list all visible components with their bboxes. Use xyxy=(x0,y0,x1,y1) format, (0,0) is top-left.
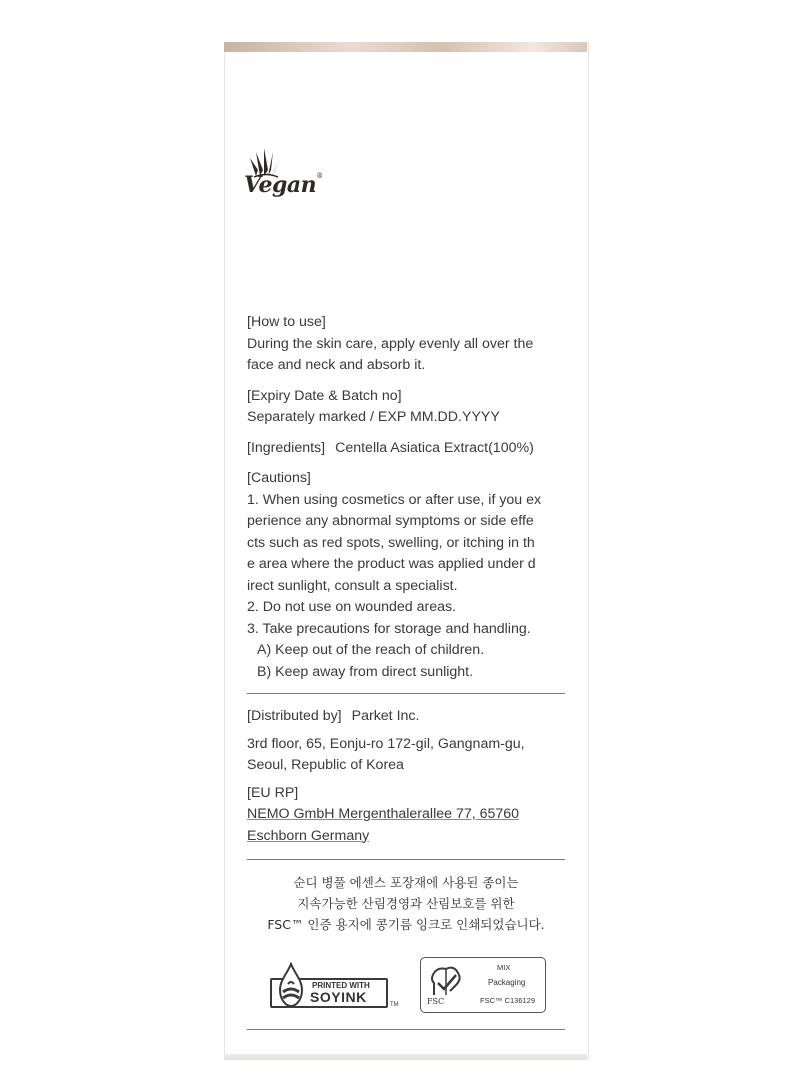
product-info xyxy=(247,312,577,872)
how-to-use-line-2: face and neck and absorb it. xyxy=(247,357,426,373)
korean-notice-line: 지속가능한 산림경영과 산림보호를 위한 xyxy=(297,896,515,911)
korean-notice-line: 순디 병풀 에센스 포장재에 사용된 종이는 xyxy=(293,875,519,890)
expiry-value: Separately marked / EXP MM.DD.YYYY xyxy=(247,409,500,425)
ingredients-row xyxy=(247,438,577,460)
vegan-logo xyxy=(244,148,334,212)
fsc-logo xyxy=(420,957,546,1013)
how-to-use-line-1: During the skin care, apply evenly all over the xyxy=(247,335,534,352)
registered-mark: ® xyxy=(316,172,323,180)
fsc-mix: MIX xyxy=(497,963,511,972)
ingredients-heading: [Ingredients] xyxy=(247,439,326,456)
divider xyxy=(247,859,565,860)
caution-line: cts such as red spots, swelling, or itching in th xyxy=(247,534,535,551)
caution-line: 3. Take precautions for storage and handling. xyxy=(247,620,531,637)
expiry-heading: [Expiry Date & Batch no] xyxy=(247,387,402,404)
soy-ink-line-1: PRINTED WITH xyxy=(312,981,370,990)
soy-ink-logo xyxy=(270,962,402,1014)
fsc-packaging: Packaging xyxy=(488,978,526,987)
eu-rp-line: Eschborn Germany xyxy=(247,827,370,844)
caution-line: e area where the product was applied under d xyxy=(247,556,536,572)
cautions-heading: [Cautions] xyxy=(247,470,311,486)
soybean-drop-icon xyxy=(274,962,308,1008)
how-to-use-heading: [How to use] xyxy=(247,314,326,330)
caution-sub-line: A) Keep out of the reach of children. xyxy=(257,642,485,658)
eu-rp-line: NEMO GmbH Mergenthalerallee 77, 65760 xyxy=(247,806,520,822)
soy-ink-tm: TM xyxy=(390,1002,399,1008)
caution-line: 2. Do not use on wounded areas. xyxy=(247,599,457,615)
caution-sub-line: B) Keep away from direct sunlight. xyxy=(257,663,474,680)
soy-ink-line-2: SOYINK xyxy=(310,989,367,1005)
distributor-row xyxy=(247,706,577,728)
box-top-flap xyxy=(224,42,587,52)
bottom-divider xyxy=(247,1029,565,1030)
distributor-address-line: 3rd floor, 65, Eonju-ro 172-gil, Gangnam-gu, xyxy=(247,735,525,752)
caution-line: perience any abnormal symptoms or side effe xyxy=(247,513,534,529)
korean-notice-line: FSC™ 인증 용지에 콩기름 잉크로 인쇄되었습니다. xyxy=(267,917,545,932)
vegan-wordmark: Vegan® xyxy=(244,172,323,198)
ingredients-value: Centella Asiatica Extract(100%) xyxy=(335,439,534,456)
distributor-heading: [Distributed by] xyxy=(247,708,342,724)
korean-packaging-notice xyxy=(247,872,565,935)
distributor-address-line: Seoul, Republic of Korea xyxy=(247,757,404,773)
caution-line: 1. When using cosmetics or after use, if you ex xyxy=(247,491,542,508)
divider xyxy=(247,693,565,694)
fsc-tree-check-icon xyxy=(426,961,466,997)
eu-rp-heading: [EU RP] xyxy=(247,784,299,801)
box-bottom-edge xyxy=(224,1054,587,1060)
fsc-label: FSC xyxy=(427,997,445,1006)
caution-line: irect sunlight, consult a specialist. xyxy=(247,577,458,594)
distributor-name: Parket Inc. xyxy=(351,708,420,724)
fsc-license-code: FSC™ C136129 xyxy=(480,996,536,1005)
